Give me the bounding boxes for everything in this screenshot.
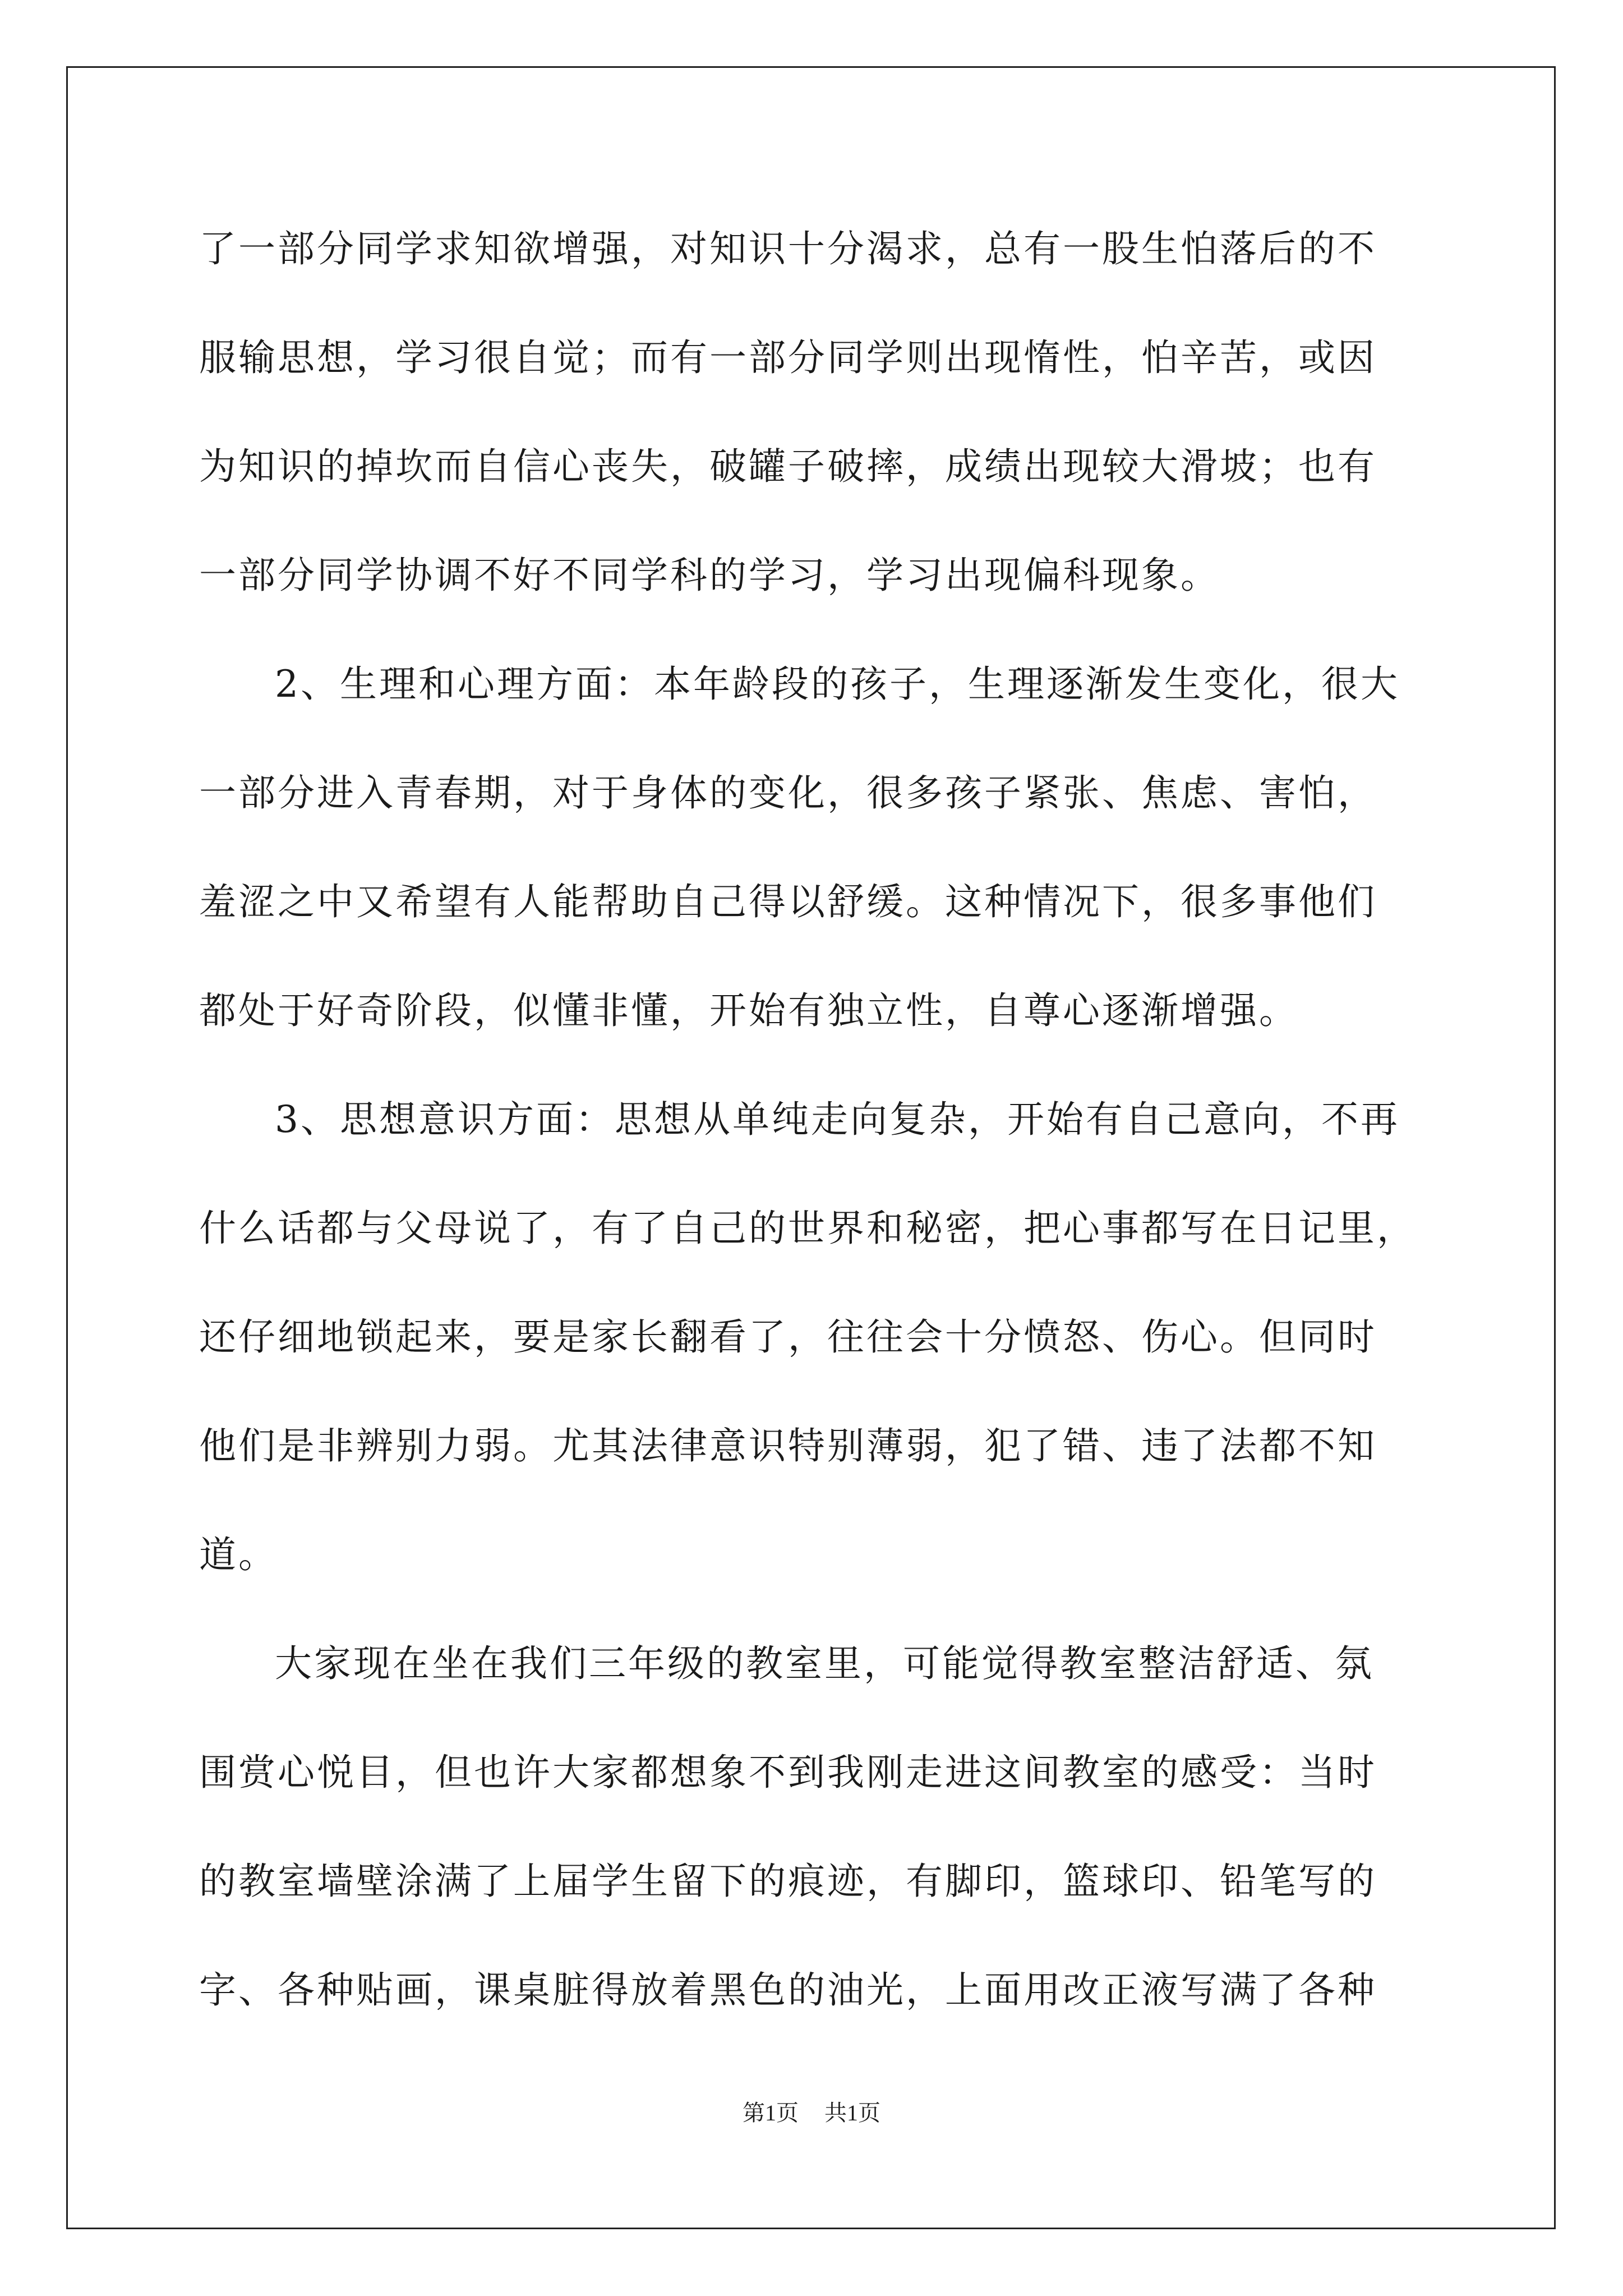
text-line: 围赏心悦目，但也许大家都想象不到我刚走进这间教室的感受：当时 xyxy=(199,1751,1377,1794)
paragraph-start-line: 大家现在坐在我们三年级的教室里，可能觉得教室整洁舒适、氛 xyxy=(275,1642,1374,1685)
text-line: 还仔细地锁起来，要是家长翻看了，往往会十分愤怒、伤心。但同时 xyxy=(199,1315,1377,1359)
text-line: 一部分同学协调不好不同学科的学习，学习出现偏科现象。 xyxy=(199,554,1220,597)
text-line: 服输思想，学习很自觉；而有一部分同学则出现惰性，怕辛苦，或因 xyxy=(199,336,1377,379)
text-line: 为知识的掉坎而自信心丧失，破罐子破摔，成绩出现较大滑坡；也有 xyxy=(199,445,1377,488)
text-line: 的教室墙壁涂满了上届学生留下的痕迹，有脚印，篮球印、铅笔写的 xyxy=(199,1860,1377,1903)
text-line: 都处于好奇阶段，似懂非懂，开始有独立性，自尊心逐渐增强。 xyxy=(199,989,1298,1032)
text-line: 道。 xyxy=(199,1533,278,1576)
paragraph-start-line: 2、生理和心理方面：本年龄段的孩子，生理逐渐发生变化，很大 xyxy=(275,662,1400,706)
text-line: 字、各种贴画，课桌脏得放着黑色的油光，上面用改正液写满了各种 xyxy=(199,1968,1377,2012)
text-line: 了一部分同学求知欲增强，对知识十分渴求，总有一股生怕落后的不 xyxy=(199,227,1377,270)
text-line: 一部分进入青春期，对于身体的变化，很多孩子紧张、焦虑、害怕， xyxy=(199,771,1377,815)
page-border xyxy=(66,66,1556,2229)
paragraph-start-line: 3、思想意识方面：思想从单纯走向复杂，开始有自己意向，不再 xyxy=(275,1098,1400,1141)
page-footer xyxy=(0,2099,1623,2127)
text-line: 他们是非辨别力弱。尤其法律意识特别薄弱，犯了错、违了法都不知 xyxy=(199,1424,1377,1467)
page-number: 第1页 xyxy=(743,2100,799,2125)
page-total: 共1页 xyxy=(824,2100,880,2125)
text-line: 什么话都与父母说了，有了自己的世界和秘密，把心事都写在日记里， xyxy=(199,1207,1416,1250)
text-line: 羞涩之中又希望有人能帮助自己得以舒缓。这种情况下，很多事他们 xyxy=(199,880,1377,923)
